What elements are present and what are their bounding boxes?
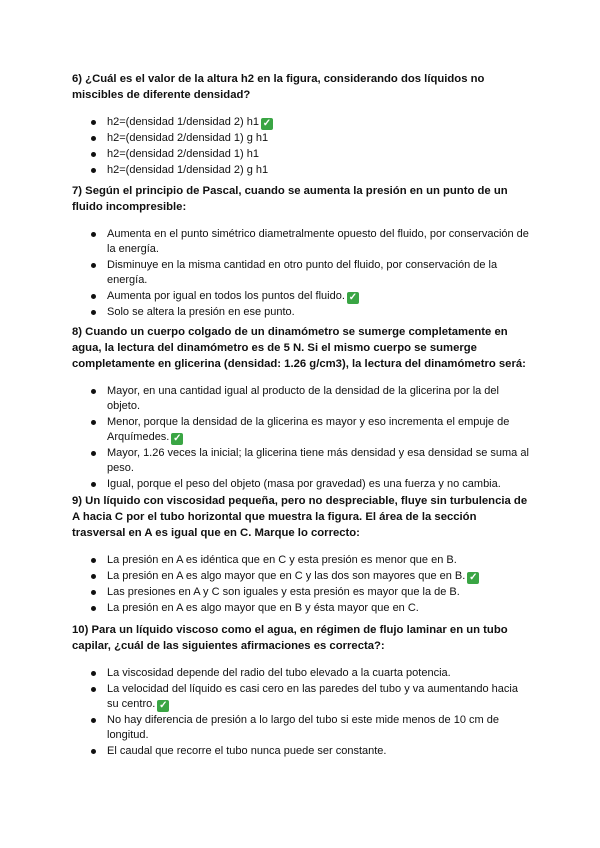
- option-list: [72, 666, 532, 759]
- option-item: [72, 601, 532, 616]
- option-item: [72, 415, 532, 445]
- option-item: [72, 163, 532, 178]
- check-mark-icon: ✓: [348, 292, 358, 303]
- option-text: h2=(densidad 2/densidad 1) h1: [107, 148, 259, 160]
- check-mark-icon: ✓: [262, 118, 272, 129]
- check-mark-icon: ✓: [469, 572, 478, 583]
- option-text: Aumenta en el punto simétrico diametralmente opuesto del fluido, por conservación de la energía.: [107, 228, 529, 255]
- option-item: [72, 713, 532, 743]
- option-text: Solo se altera la presión en ese punto.: [107, 306, 295, 318]
- option-item: [72, 553, 532, 568]
- option-item: [72, 569, 532, 584]
- option-text: h2=(densidad 1/densidad 2) h1: [107, 116, 259, 128]
- option-item: [72, 227, 532, 257]
- question-6: [72, 71, 532, 179]
- option-list: [72, 553, 532, 616]
- option-text: Disminuye en la misma cantidad en otro punto del fluido, por conservación de la energía.: [107, 259, 498, 286]
- option-text: La presión en A es idéntica que en C y esta presión es menor que en B.: [107, 554, 457, 566]
- option-item: [72, 147, 532, 162]
- question-title: 10) Para un líquido viscoso como el agua, en régimen de flujo laminar en un tubo capilar, ¿cuál de las siguientes afirmaciones es correcta?:: [72, 624, 508, 652]
- option-text: Igual, porque el peso del objeto (masa por gravedad) es una fuerza y no cambia.: [107, 478, 501, 490]
- question-8: [72, 324, 532, 493]
- option-item: [72, 384, 532, 414]
- question-title: 6) ¿Cuál es el valor de la altura h2 en la figura, considerando dos líquidos no miscibles de diferente densidad?: [72, 73, 485, 101]
- question-title: 7) Según el principio de Pascal, cuando se aumenta la presión en un punto de un fluido incompresible:: [72, 185, 508, 213]
- option-text: h2=(densidad 1/densidad 2) g h1: [107, 164, 269, 176]
- option-item: [72, 477, 532, 492]
- option-text: Aumenta por igual en todos los puntos del fluido.: [107, 290, 345, 302]
- question-title: 8) Cuando un cuerpo colgado de un dinamómetro se sumerge completamente en agua, la lectura del dinamómetro es de 5 N. Si el mismo cuerpo se sumerge completamente en glicerina (densidad: 1.26 g/cm3), la lectura del dinamómetro será:: [72, 326, 526, 370]
- option-text: La viscosidad depende del radio del tubo elevado a la cuarta potencia.: [107, 667, 451, 679]
- option-item: [72, 131, 532, 146]
- option-item: [72, 585, 532, 600]
- check-mark-icon: ✓: [159, 700, 168, 711]
- option-text: h2=(densidad 2/densidad 1) g h1: [107, 132, 269, 144]
- option-list: [72, 384, 532, 492]
- option-item: [72, 258, 532, 288]
- option-text: La presión en A es algo mayor que en B y ésta mayor que en C.: [107, 602, 419, 614]
- option-item: [72, 744, 532, 759]
- option-text: No hay diferencia de presión a lo largo del tubo si este mide menos de 10 cm de longitud.: [107, 714, 499, 741]
- question-7: [72, 183, 532, 321]
- option-item: [72, 666, 532, 681]
- question-10: [72, 622, 532, 760]
- option-list: [72, 227, 532, 320]
- question-9: [72, 493, 532, 617]
- option-text: Mayor, 1.26 veces la inicial; la glicerina tiene más densidad y esa densidad se suma al peso.: [107, 447, 529, 474]
- option-text: El caudal que recorre el tubo nunca puede ser constante.: [107, 745, 387, 757]
- option-text: Menor, porque la densidad de la glicerina es mayor y eso incrementa el empuje de Arquímedes.: [107, 416, 510, 443]
- option-text: Mayor, en una cantidad igual al producto de la densidad de la glicerina por la del objeto.: [107, 385, 499, 412]
- option-text: La velocidad del líquido es casi cero en las paredes del tubo y va aumentando hacia su centro.: [107, 683, 518, 710]
- option-text: Las presiones en A y C son iguales y esta presión es mayor que la de B.: [107, 586, 460, 598]
- question-title: 9) Un líquido con viscosidad pequeña, pero no despreciable, fluye sin turbulencia de A hacia C por el tubo horizontal que muestra la figura. El área de la sección trasversal en A es igual que en C. Marque lo correcto:: [72, 495, 528, 539]
- option-item: [72, 305, 532, 320]
- option-item: [72, 446, 532, 476]
- option-item: [72, 682, 532, 712]
- option-item: [72, 289, 532, 304]
- check-mark-icon: ✓: [173, 433, 182, 444]
- option-list: [72, 115, 532, 178]
- option-text: La presión en A es algo mayor que en C y las dos son mayores que en B.: [107, 570, 466, 582]
- option-item: [72, 115, 532, 130]
